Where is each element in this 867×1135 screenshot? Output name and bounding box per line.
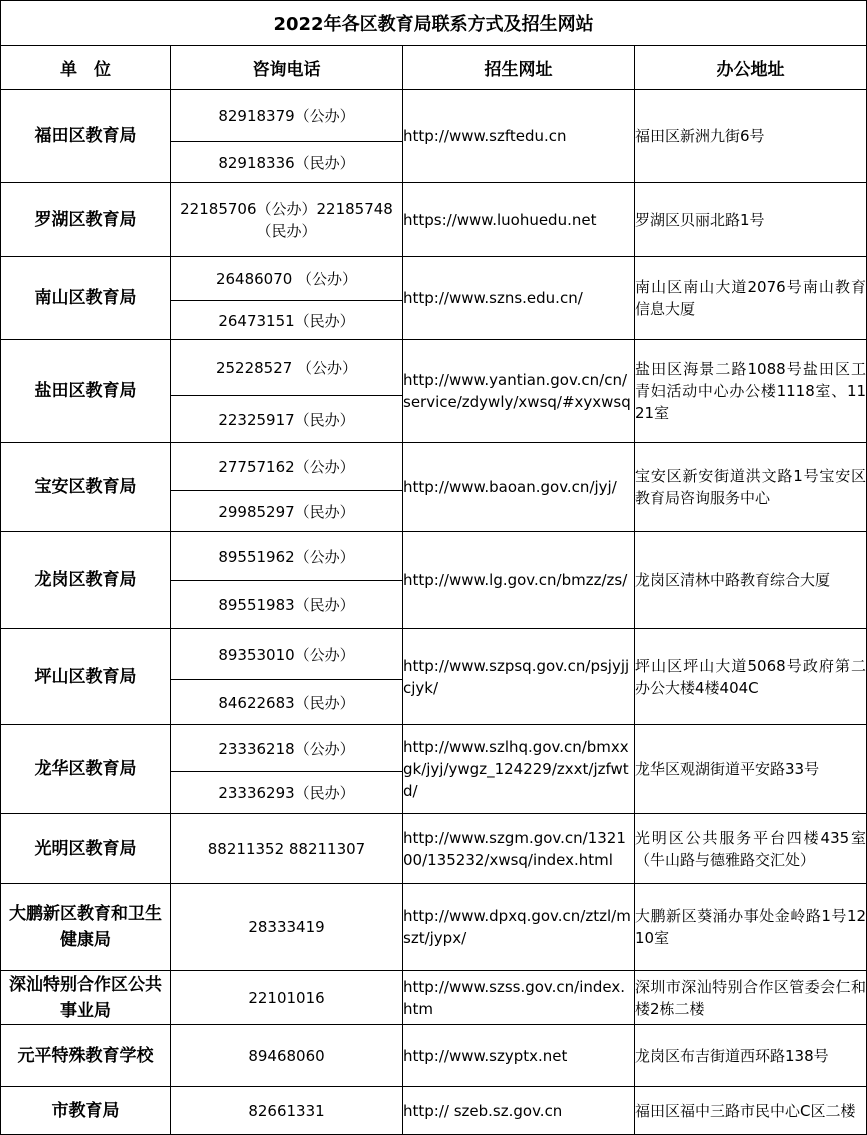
phone-cell: 22185706（公办）22185748（民办） bbox=[171, 183, 403, 257]
unit-name: 龙华区教育局 bbox=[1, 725, 171, 814]
phone-public: 25228527 （公办） bbox=[215, 359, 358, 377]
table-row bbox=[1, 183, 867, 257]
phone-private: 84622683（民办） bbox=[171, 679, 402, 724]
table-row bbox=[1, 532, 867, 629]
header-site: 招生网址 bbox=[403, 46, 635, 90]
office-address: 南山区南山大道2076号南山教育信息大厦 bbox=[635, 257, 867, 340]
phone-private: 23336293（民办） bbox=[171, 771, 402, 813]
phone-private: 89551983（民办） bbox=[171, 580, 402, 628]
table-row bbox=[1, 90, 867, 183]
unit-name: 盐田区教育局 bbox=[1, 340, 171, 443]
office-address: 龙岗区布吉街道西环路138号 bbox=[635, 1025, 867, 1087]
phone-cell: 89468060 bbox=[171, 1025, 403, 1087]
unit-name: 罗湖区教育局 bbox=[1, 183, 171, 257]
unit-name: 福田区教育局 bbox=[1, 90, 171, 183]
enrollment-link[interactable]: http://www.szlhq.gov.cn/bmxxgk/jyj/ywgz_124229/zxxt/jzfwtd/ bbox=[403, 725, 635, 814]
unit-name: 元平特殊教育学校 bbox=[1, 1025, 171, 1087]
enrollment-link[interactable]: http://www.lg.gov.cn/bmzz/zs/ bbox=[403, 532, 635, 629]
office-address: 光明区公共服务平台四楼435室（牛山路与德雅路交汇处） bbox=[635, 814, 867, 884]
unit-name: 大鹏新区教育和卫生健康局 bbox=[1, 884, 171, 971]
office-address: 龙岗区清林中路教育综合大厦 bbox=[635, 532, 867, 629]
unit-name: 市教育局 bbox=[1, 1087, 171, 1135]
title-row bbox=[1, 1, 867, 46]
phone-cell bbox=[171, 340, 403, 443]
header-unit: 单 位 bbox=[1, 46, 171, 90]
phone-cell: 22101016 bbox=[171, 971, 403, 1025]
phone-cell: 28333419 bbox=[171, 884, 403, 971]
table-row bbox=[1, 971, 867, 1025]
enrollment-link[interactable]: http://www.szftedu.cn bbox=[403, 90, 635, 183]
phone-public: 27757162（公办） bbox=[218, 458, 355, 476]
header-phone: 咨询电话 bbox=[171, 46, 403, 90]
enrollment-link[interactable]: http://www.szyptx.net bbox=[403, 1025, 635, 1087]
phone-cell: 82661331 bbox=[171, 1087, 403, 1135]
phone-cell bbox=[171, 443, 403, 532]
office-address: 深圳市深汕特别合作区管委会仁和楼2栋二楼 bbox=[635, 971, 867, 1025]
office-address: 盐田区海景二路1088号盐田区工青妇活动中心办公楼1118室、1121室 bbox=[635, 340, 867, 443]
unit-name: 光明区教育局 bbox=[1, 814, 171, 884]
unit-name: 龙岗区教育局 bbox=[1, 532, 171, 629]
phone-public: 26486070 （公办） bbox=[215, 270, 358, 288]
table-row bbox=[1, 1087, 867, 1135]
enrollment-link[interactable]: http://www.szpsq.gov.cn/psjyjjcjyk/ bbox=[403, 629, 635, 725]
unit-name: 南山区教育局 bbox=[1, 257, 171, 340]
phone-private: 22325917（民办） bbox=[171, 395, 402, 442]
phone-private: 29985297（民办） bbox=[171, 490, 402, 531]
phone-cell bbox=[171, 90, 403, 183]
enrollment-link[interactable]: http://www.dpxq.gov.cn/ztzl/mszt/jypx/ bbox=[403, 884, 635, 971]
enrollment-link[interactable]: http://www.yantian.gov.cn/cn/service/zdywly/xwsq/#xyxwsq bbox=[403, 340, 635, 443]
table-row bbox=[1, 1025, 867, 1087]
enrollment-link[interactable]: https://www.luohuedu.net bbox=[403, 183, 635, 257]
office-address: 坪山区坪山大道5068号政府第二办公大楼4楼404C bbox=[635, 629, 867, 725]
phone-public: 89551962（公办） bbox=[218, 547, 355, 566]
phone-private: 26473151（民办） bbox=[171, 300, 402, 339]
table-row bbox=[1, 884, 867, 971]
office-address: 福田区福中三路市民中心C区二楼 bbox=[635, 1087, 867, 1135]
phone-cell bbox=[171, 257, 403, 340]
phone-public: 82918379（公办） bbox=[218, 107, 355, 125]
unit-name: 坪山区教育局 bbox=[1, 629, 171, 725]
phone-cell bbox=[171, 725, 403, 814]
office-address: 大鹏新区葵涌办事处金岭路1号1210室 bbox=[635, 884, 867, 971]
phone-public: 89353010（公办） bbox=[218, 645, 355, 664]
table-row bbox=[1, 725, 867, 814]
phone-public: 23336218（公办） bbox=[218, 739, 355, 758]
unit-name: 深汕特别合作区公共事业局 bbox=[1, 971, 171, 1025]
enrollment-link[interactable]: http:// szeb.sz.gov.cn bbox=[403, 1087, 635, 1135]
header-row bbox=[1, 46, 867, 90]
table-title: 2022年各区教育局联系方式及招生网站 bbox=[1, 1, 867, 46]
enrollment-link[interactable]: http://www.szgm.gov.cn/132100/135232/xwsq/index.html bbox=[403, 814, 635, 884]
office-address: 宝安区新安街道洪文路1号宝安区教育局咨询服务中心 bbox=[635, 443, 867, 532]
table-row bbox=[1, 814, 867, 884]
enrollment-link[interactable]: http://www.szss.gov.cn/index.htm bbox=[403, 971, 635, 1025]
office-address: 罗湖区贝丽北路1号 bbox=[635, 183, 867, 257]
header-address: 办公地址 bbox=[635, 46, 867, 90]
enrollment-link[interactable]: http://www.szns.edu.cn/ bbox=[403, 257, 635, 340]
unit-name: 宝安区教育局 bbox=[1, 443, 171, 532]
table-row bbox=[1, 257, 867, 340]
table-row bbox=[1, 443, 867, 532]
office-address: 龙华区观湖街道平安路33号 bbox=[635, 725, 867, 814]
phone-cell bbox=[171, 532, 403, 629]
enrollment-link[interactable]: http://www.baoan.gov.cn/jyj/ bbox=[403, 443, 635, 532]
table-row bbox=[1, 629, 867, 725]
phone-private: 82918336（民办） bbox=[171, 141, 402, 182]
table-row bbox=[1, 340, 867, 443]
office-address: 福田区新洲九街6号 bbox=[635, 90, 867, 183]
phone-cell bbox=[171, 629, 403, 725]
phone-cell: 88211352 88211307 bbox=[171, 814, 403, 884]
